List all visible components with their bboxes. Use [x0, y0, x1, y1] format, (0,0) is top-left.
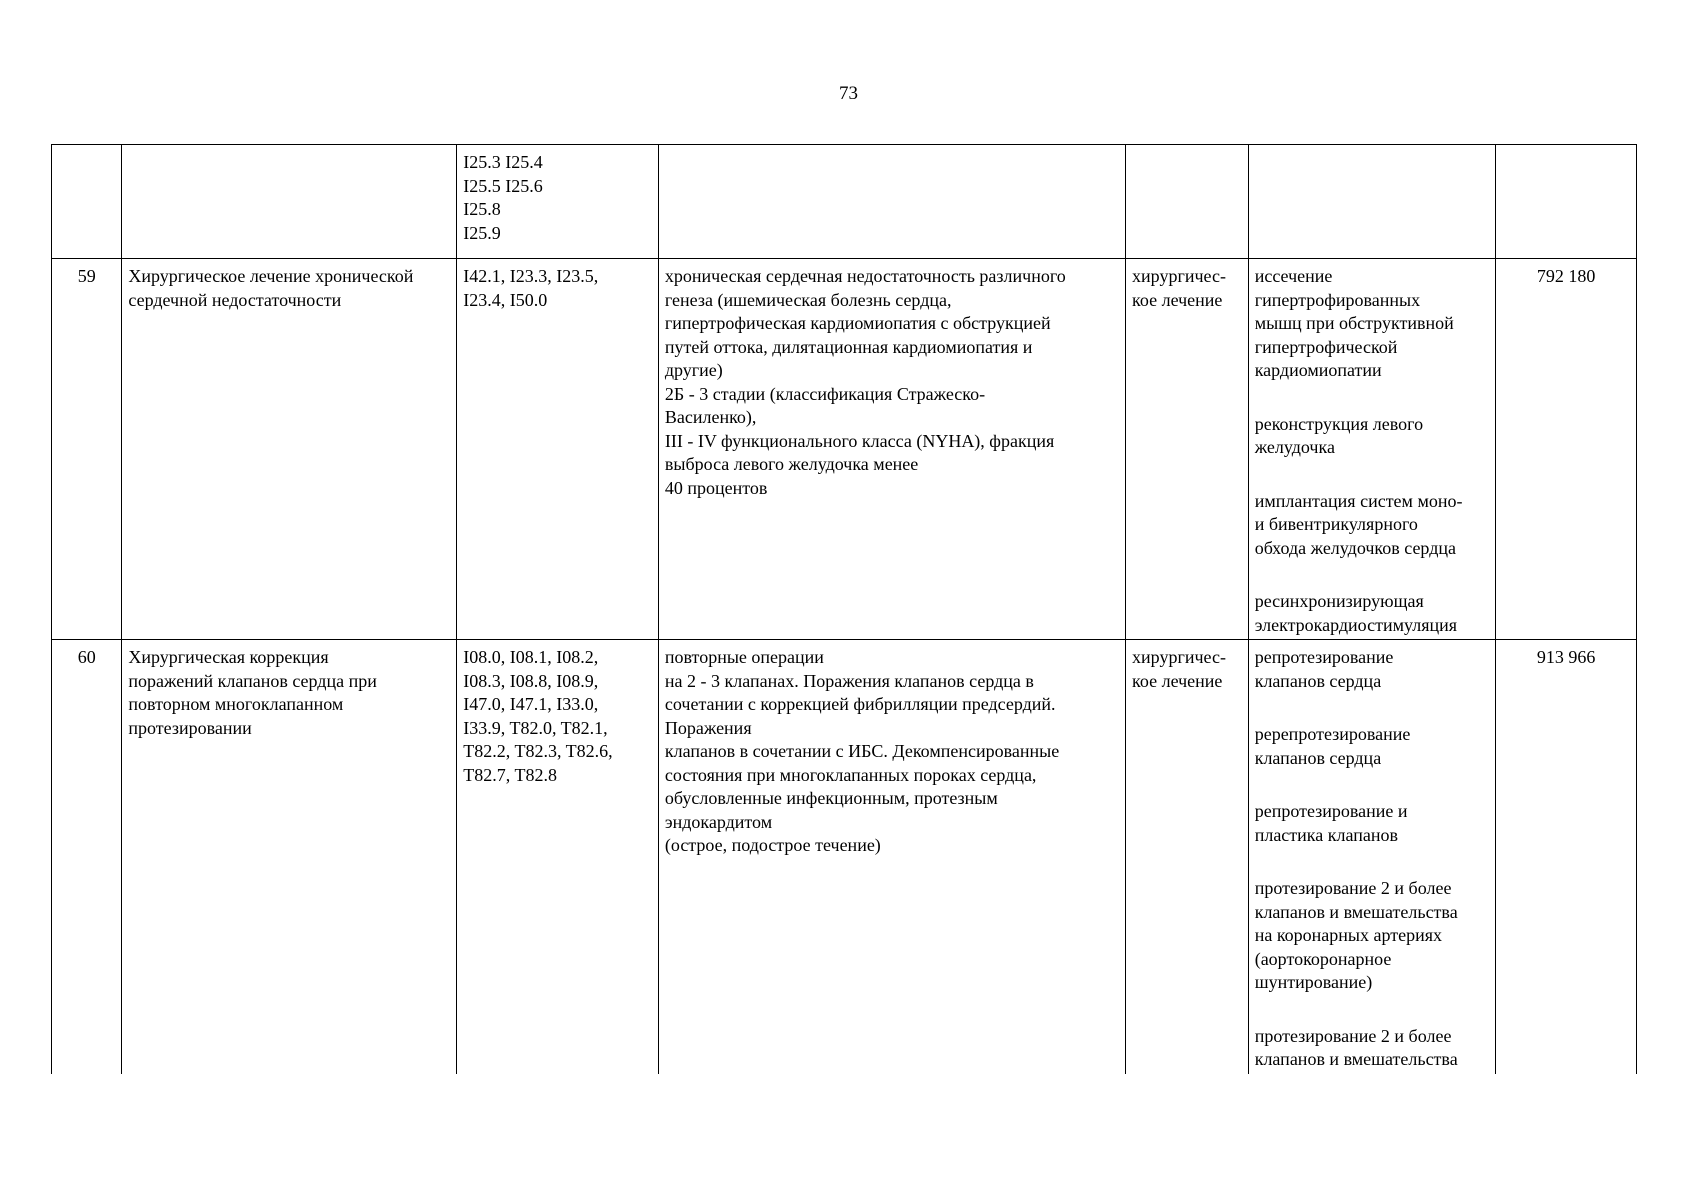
text-line: Хирургическое лечение хронической [128, 266, 414, 286]
cell-care-name [122, 145, 457, 259]
text-line: гипертрофированных [1254, 289, 1421, 310]
cell-treatment-method [1248, 640, 1495, 1074]
text-line: гипертрофической [1254, 336, 1398, 357]
text-line: T82.2, T82.3, T82.6, [463, 741, 613, 761]
text-line: сердечной недостаточности [128, 289, 342, 310]
cell-icd-codes [457, 259, 659, 640]
text-line: 40 процентов [664, 477, 768, 498]
table-row-continuation [52, 145, 1637, 259]
cell-price [1496, 640, 1637, 1074]
cell-treatment-method [1248, 145, 1495, 259]
text-line: на 2 - 3 клапанах. Поражения клапанов сердца в [664, 670, 1034, 691]
cell-icd-codes [457, 640, 659, 1074]
text-line: клапанов в сочетании с ИБС. Декомпенсированные [664, 741, 1060, 761]
text-line: I33.9, T82.0, T82.1, [463, 717, 608, 738]
text-line: кое лечение [1132, 289, 1223, 310]
table-row-60 [52, 640, 1637, 1074]
paragraph-gap [1255, 560, 1489, 590]
table-row-59 [52, 259, 1637, 640]
price-value: 792 180 [1536, 266, 1596, 286]
text-line: на коронарных артериях [1254, 925, 1443, 945]
text-line: хирургичес- [1132, 266, 1226, 286]
paragraph-gap [1255, 383, 1489, 413]
cell-treatment-type [1126, 259, 1249, 640]
text-line: Василенко), [664, 407, 757, 427]
text-line: повторном многоклапанном [128, 694, 344, 714]
text-line: I25.9 [463, 222, 501, 243]
text-line: I25.8 [463, 199, 501, 219]
text-line: I25.5 I25.6 [463, 175, 543, 196]
row-number: 59 [77, 266, 96, 286]
cell-treatment-type [1126, 145, 1249, 259]
text-line: иссечение [1254, 266, 1333, 286]
text-line: протезирование 2 и более [1254, 1025, 1452, 1046]
text-line: I42.1, I23.3, I23.5, [463, 266, 599, 286]
text-line: (острое, подострое течение) [664, 835, 881, 855]
text-line: T82.7, T82.8 [463, 764, 557, 785]
cell-care-name [122, 259, 457, 640]
paragraph-gap [1255, 770, 1489, 800]
text-line: пластика клапанов [1254, 824, 1398, 845]
cell-price [1496, 259, 1637, 640]
cell-number [52, 145, 122, 259]
text-line: и бивентрикулярного [1254, 514, 1418, 534]
cell-treatment-type [1126, 640, 1249, 1074]
text-line: (аортокоронарное [1254, 948, 1392, 969]
paragraph-gap [1255, 847, 1489, 877]
cell-patient-model [658, 145, 1125, 259]
paragraph-gap [1255, 995, 1489, 1025]
text-line: хроническая сердечная недостаточность различного [664, 266, 1066, 286]
row-number: 60 [77, 647, 96, 667]
text-line: выброса левого желудочка менее [664, 454, 919, 474]
text-line: электрокардиостимуляция [1254, 614, 1458, 635]
text-line: клапанов сердца [1254, 747, 1382, 768]
text-line: 2Б - 3 стадии (классификация Стражеско- [664, 383, 986, 404]
text-line: имплантация систем моно- [1254, 490, 1463, 511]
cell-patient-model [658, 640, 1125, 1074]
cell-icd-codes [457, 145, 659, 259]
page-number: 73 [839, 83, 858, 104]
text-line: кое лечение [1132, 670, 1223, 691]
text-line: генеза (ишемическая болезнь сердца, [664, 289, 952, 310]
paragraph-gap [1255, 693, 1489, 723]
text-line: шунтирование) [1254, 972, 1373, 992]
text-line: репротезирование [1254, 647, 1394, 667]
text-line: клапанов и вмешательства [1254, 901, 1458, 922]
text-line: Хирургическая коррекция [128, 647, 329, 667]
text-line: сочетании с коррекцией фибрилляции предсердий. [664, 694, 1056, 714]
text-line: состояния при многоклапанных пороках сердца, [664, 764, 1037, 785]
text-line: III - IV функционального класса (NYHA), фракция [664, 430, 1055, 451]
text-line: повторные операции [664, 647, 824, 667]
text-line: поражений клапанов сердца при [128, 670, 377, 691]
text-line: протезирование 2 и более [1254, 878, 1452, 898]
text-line: I23.4, I50.0 [463, 289, 548, 310]
paragraph-gap [1255, 460, 1489, 490]
text-line: клапанов сердца [1254, 670, 1382, 691]
text-line: эндокардитом [664, 811, 773, 832]
care-types-table [51, 144, 1637, 1074]
text-line: клапанов и вмешательства [1254, 1049, 1458, 1069]
cell-care-name [122, 640, 457, 1074]
text-line: обхода желудочков сердца [1254, 537, 1456, 558]
cell-patient-model [658, 259, 1125, 640]
text-line: реконструкция левого [1254, 413, 1424, 434]
text-line: другие) [664, 360, 723, 380]
text-line: кардиомиопатии [1254, 360, 1382, 380]
text-line: ресинхронизирующая [1254, 591, 1424, 611]
text-line: желудочка [1254, 437, 1335, 457]
text-line: путей оттока, дилятационная кардиомиопатия и [664, 336, 1033, 357]
text-line: I08.0, I08.1, I08.2, [463, 647, 599, 667]
text-line: Поражения [664, 717, 752, 738]
text-line: хирургичес- [1132, 647, 1226, 667]
cell-number [52, 640, 122, 1074]
price-value: 913 966 [1536, 647, 1596, 667]
text-line: ререпротезирование [1254, 724, 1411, 744]
text-line: репротезирование и [1254, 801, 1408, 821]
cell-treatment-method [1248, 259, 1495, 640]
cell-number [52, 259, 122, 640]
text-line: протезировании [128, 717, 252, 738]
text-line: гипертрофическая кардиомиопатия с обструкцией [664, 313, 1051, 333]
cell-price [1496, 145, 1637, 259]
text-line: I47.0, I47.1, I33.0, [463, 694, 599, 714]
text-line: обусловленные инфекционным, протезным [664, 788, 998, 808]
text-line: I08.3, I08.8, I08.9, [463, 670, 599, 691]
text-line: I25.3 I25.4 [463, 152, 543, 172]
text-line: мышц при обструктивной [1254, 313, 1454, 333]
